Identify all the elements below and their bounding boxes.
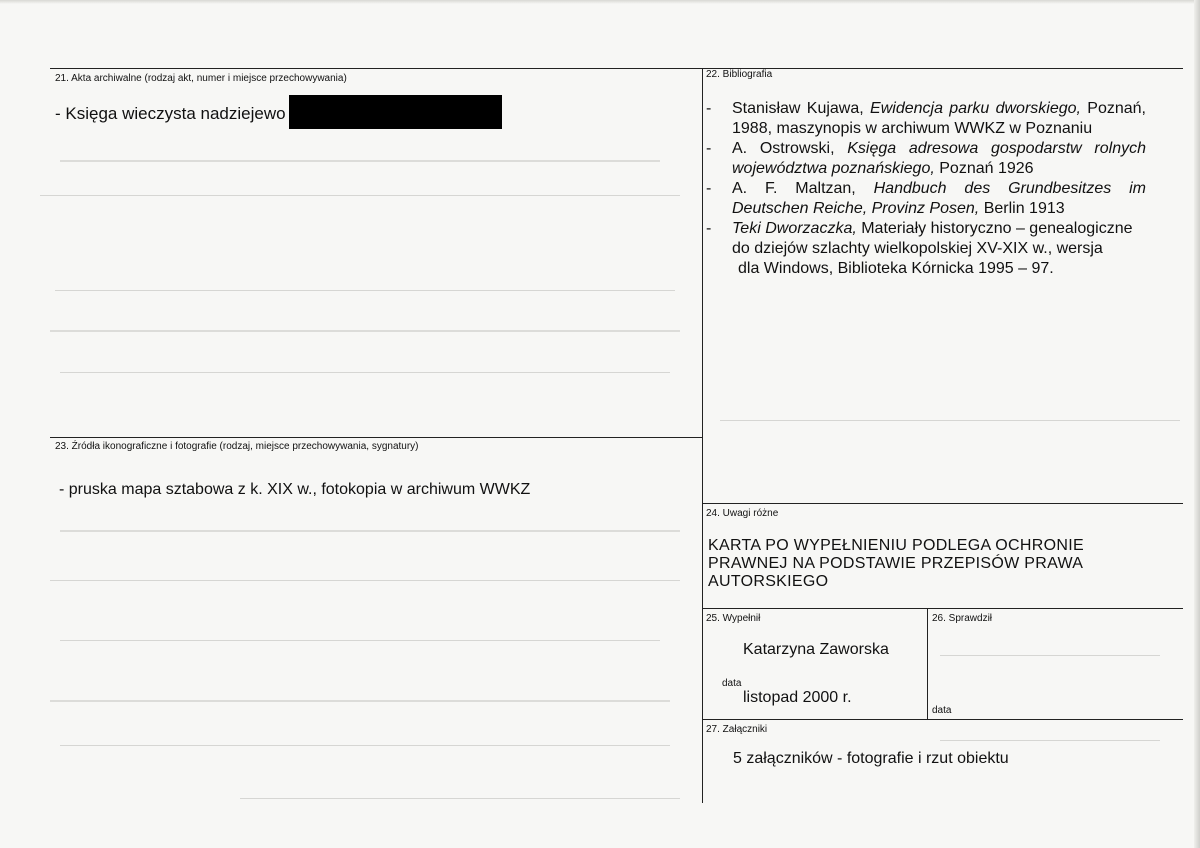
- bibliography-list: [706, 99, 1146, 279]
- section-22-label: 22. Bibliografia: [706, 69, 773, 80]
- bibliography-item: - A. F. Maltzan, Handbuch des Grundbesitzes im Deutschen Reiche, Provinz Posen, Berlin 1913: [706, 180, 1147, 217]
- filled-by-name: Katarzyna Zaworska: [743, 641, 889, 658]
- bleed-through-line: [60, 745, 670, 746]
- bleed-through-line: [60, 640, 660, 641]
- section-21-label: 21. Akta archiwalne (rodzaj akt, numer i miejsce przechowywania): [55, 73, 347, 84]
- section-24-label: 24. Uwagi różne: [706, 508, 779, 519]
- bleed-through-line: [50, 700, 670, 702]
- bleed-through-line: [60, 372, 670, 373]
- section-23-top-rule: [50, 437, 702, 438]
- section-24-top-rule: [702, 503, 1183, 504]
- bleed-through-line: [55, 290, 675, 291]
- bibliography-item: - Teki Dworzaczka, Materiały historyczno – genealogiczne: [706, 220, 1133, 237]
- section-26-label: 26. Sprawdził: [932, 613, 993, 624]
- section-21-entry: - Księga wieczysta nadziejewo: [55, 104, 286, 123]
- bibliography-item: - Stanisław Kujawa, Ewidencja parku dworskiego, Poznań, 1988, maszynopis w archiwum WWKZ w Poznaniu: [706, 100, 1147, 137]
- form-top-rule: [50, 68, 1183, 69]
- bleed-through-line: [50, 330, 680, 332]
- bleed-through-line: [50, 580, 680, 581]
- section-26-divider: [927, 608, 928, 719]
- copyright-notice: KARTA PO WYPEŁNIENIU PODLEGA OCHRONIE PRAWNEJ NA PODSTAWIE PRZEPISÓW PRAWA AUTORSKIEGO: [708, 537, 1084, 590]
- scan-right-edge: [1194, 0, 1200, 848]
- bleed-through-line: [40, 195, 680, 196]
- section-23-entry: - pruska mapa sztabowa z k. XIX w., fotokopia w archiwum WWKZ: [59, 481, 531, 498]
- bleed-through-line: [940, 740, 1160, 741]
- section-27-top-rule: [702, 719, 1183, 720]
- section-25-label: 25. Wypełnił: [706, 613, 761, 624]
- date-label: data: [932, 705, 952, 716]
- bibliography-continuation: dla Windows, Biblioteka Kórnicka 1995 – 97.: [738, 260, 1054, 277]
- bleed-through-line: [940, 655, 1160, 656]
- bleed-through-line: [60, 160, 660, 162]
- scan-top-edge: [0, 0, 1200, 4]
- bibliography-continuation: do dziejów szlachty wielkopolskiej XV-XIX w., wersja: [732, 240, 1103, 257]
- section-27-label: 27. Załączniki: [706, 724, 768, 735]
- bleed-through-line: [720, 420, 1180, 421]
- filled-date: listopad 2000 r.: [743, 689, 852, 706]
- form-column-divider: [702, 68, 703, 803]
- redaction-block: [289, 95, 502, 129]
- section-23-label: 23. Źródła ikonograficzne i fotografie (rodzaj, miejsce przechowywania, sygnatury): [55, 441, 419, 452]
- section-25-top-rule: [702, 608, 1183, 609]
- date-label: data: [722, 678, 742, 689]
- bleed-through-line: [60, 530, 680, 532]
- bibliography-item: - A. Ostrowski, Księga adresowa gospodarstw rolnych województwa poznańskiego, Poznań 1926: [706, 140, 1146, 177]
- attachments-text: 5 załączników - fotografie i rzut obiektu: [733, 750, 1009, 767]
- bleed-through-line: [240, 798, 680, 799]
